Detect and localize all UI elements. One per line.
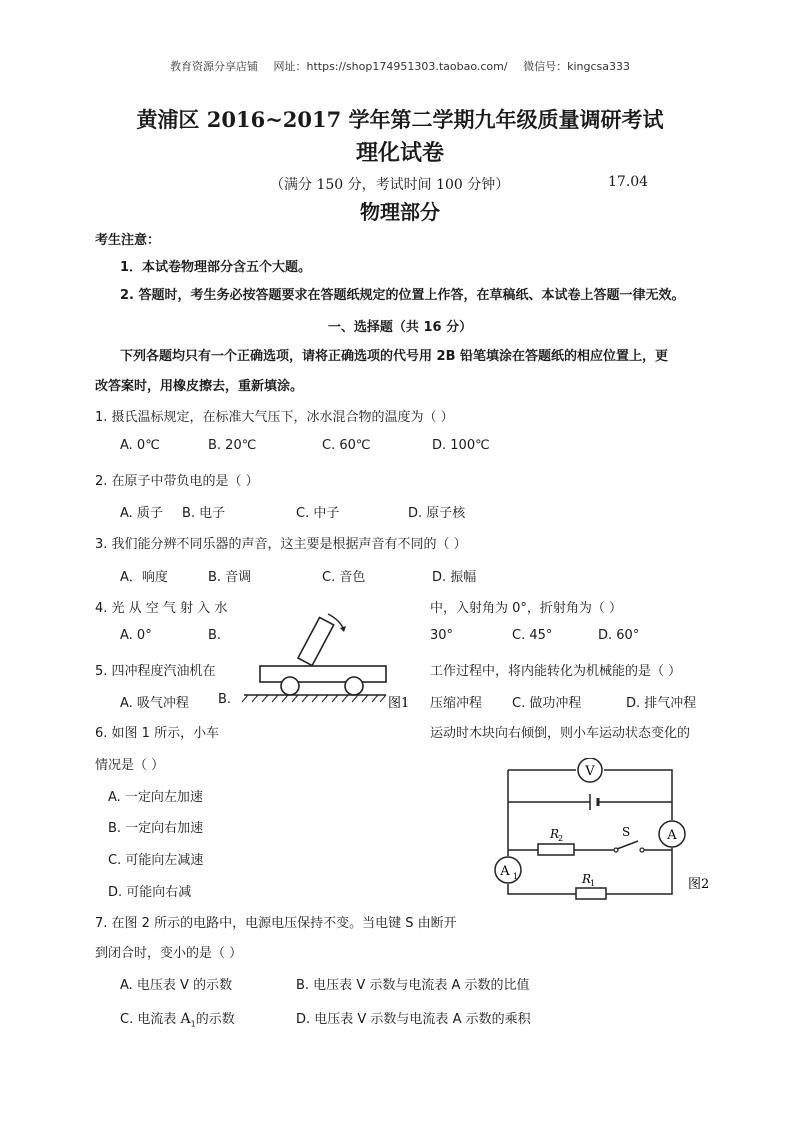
exam-date: 17.04	[608, 174, 649, 190]
q6-stem-right: 运动时木块向右倾倒，则小车运动状态变化的	[430, 726, 691, 741]
q7-option-c-symbol: A	[180, 1011, 191, 1027]
q7-option-c-suffix: 的示数	[195, 1012, 235, 1027]
q7-option-c	[120, 1008, 235, 1029]
q3-option-d: D. 振幅	[432, 570, 477, 585]
resistor-r1-label: R	[582, 872, 592, 886]
wechat-id: 微信号：kingcsa333	[523, 60, 630, 73]
part1-instruction-2: 改答案时，用橡皮擦去，重新填涂。	[95, 379, 304, 394]
exam-info: （满分 150 分，考试时间 100 分钟）	[270, 177, 510, 193]
q5-option-c: C. 做功冲程	[512, 696, 582, 711]
q7-option-c-prefix: C. 电流表	[120, 1012, 181, 1027]
cart-wheel-right	[345, 677, 363, 695]
q5-option-b: B.	[218, 692, 232, 707]
voltmeter-label: V	[585, 764, 595, 779]
q2-option-d: D. 原子核	[408, 506, 466, 521]
q5-option-a: A. 吸气冲程	[120, 696, 189, 711]
wood-block	[298, 617, 334, 665]
q7-option-c-subscript: 1	[190, 1019, 196, 1029]
exam-title: 黄浦区 2016~2017 学年第二学期九年级质量调研考试	[136, 107, 664, 132]
q5-option-d: D. 排气冲程	[626, 696, 697, 711]
q4-stem-right: 中，入射角为 0°，折射角为（ ）	[430, 601, 623, 616]
switch-lever	[617, 841, 638, 849]
q7-option-d: D. 电压表 V 示数与电流表 A 示数的乘积	[296, 1012, 531, 1027]
figure-1-cart	[236, 600, 416, 720]
resistor-r1-subscript: 1	[590, 879, 596, 888]
notice-item-1: 1．本试卷物理部分含五个大题。	[120, 260, 312, 275]
figure-2-circuit	[480, 758, 720, 908]
cart-wheel-left	[281, 677, 299, 695]
resistor-r2-subscript: 2	[558, 834, 564, 843]
q2-option-b: B. 电子	[182, 506, 226, 521]
q2-stem: 2. 在原子中带负电的是（ ）	[95, 474, 259, 489]
q4-option-c: C. 45°	[512, 628, 553, 643]
q6-option-d: D. 可能向右减	[108, 885, 192, 900]
q6-option-b: B. 一定向右加速	[108, 821, 204, 836]
q2-option-a: A. 质子	[120, 506, 163, 521]
q1-option-a: A. 0℃	[120, 438, 160, 453]
q5-stem-left: 5. 四冲程度汽油机在	[95, 664, 216, 679]
part1-heading: 一、选择题（共 16 分）	[327, 320, 473, 335]
q3-option-c: C. 音色	[322, 570, 366, 585]
q5-option-b-value: 压缩冲程	[430, 696, 483, 711]
q7-stem-2: 到闭合时，变小的是（ ）	[95, 946, 243, 961]
switch-label: S	[622, 825, 631, 839]
figure-2-label: 图2	[688, 877, 710, 892]
q6-stem-2: 情况是（ ）	[95, 758, 165, 773]
q7-option-a: A. 电压表 V 的示数	[120, 978, 233, 993]
q7-option-b: B. 电压表 V 示数与电流表 A 示数的比值	[296, 978, 530, 993]
q6-stem-left: 6. 如图 1 所示，小车	[95, 726, 220, 741]
q7-stem-1: 7. 在图 2 所示的电路中，电源电压保持不变。当电键 S 由断开	[95, 916, 457, 931]
ammeter-a1-label: A	[500, 864, 510, 879]
shop-url[interactable]: 网址：https://shop174951303.taobao.com/	[273, 60, 508, 73]
wire-bottom-left	[508, 884, 576, 894]
q4-option-b: B.	[208, 628, 222, 643]
q1-option-c: C. 60℃	[322, 438, 371, 453]
q6-option-c: C. 可能向左减速	[108, 853, 204, 868]
q1-stem: 1. 摄氏温标规定，在标准大气压下，冰水混合物的温度为（ ）	[95, 410, 454, 425]
ammeter-a1-subscript: 1	[513, 872, 519, 881]
q3-option-b: B. 音调	[208, 570, 252, 585]
q4-option-d: D. 60°	[598, 628, 640, 643]
notice-heading: 考生注意：	[95, 233, 161, 248]
q3-option-a: A．响度	[120, 570, 168, 585]
q1-option-b: B. 20℃	[208, 438, 257, 453]
page-header	[0, 58, 800, 74]
switch-contact-right	[640, 848, 644, 852]
q4-stem-left: 4. 光 从 空 气 射 入 水	[95, 601, 228, 616]
wire-top-right	[604, 770, 672, 820]
section-title: 物理部分	[360, 200, 440, 224]
paper-title: 理化试卷	[355, 140, 444, 166]
cart-body	[260, 666, 386, 682]
resistor-r2	[538, 844, 574, 855]
figure-1-label: 图1	[388, 696, 410, 711]
q5-stem-right: 工作过程中，将内能转化为机械能的是（ ）	[430, 664, 682, 679]
shop-name: 教育资源分享店铺	[170, 60, 258, 73]
ground-hatch	[242, 695, 386, 702]
part1-instruction-1: 下列各题均只有一个正确选项，请将正确选项的代号用 2B 铅笔填涂在答题纸的相应位置上，更	[120, 349, 669, 364]
notice-item-2: 2. 答题时，考生务必按答题要求在答题纸规定的位置上作答，在草稿纸、本试卷上答题一律无效。	[120, 288, 685, 303]
wire-right-bottom	[606, 848, 672, 894]
q4-option-a: A. 0°	[120, 628, 152, 643]
ammeter-a-label: A	[667, 828, 677, 843]
q1-option-d: D. 100℃	[432, 438, 490, 453]
q2-option-c: C. 中子	[296, 506, 340, 521]
q4-option-b-value: 30°	[430, 628, 454, 643]
resistor-r1	[576, 888, 606, 899]
q6-option-a: A. 一定向左加速	[108, 790, 203, 805]
resistor-r2-label: R	[550, 827, 560, 841]
q3-stem: 3. 我们能分辨不同乐器的声音，这主要是根据声音有不同的（ ）	[95, 537, 467, 552]
